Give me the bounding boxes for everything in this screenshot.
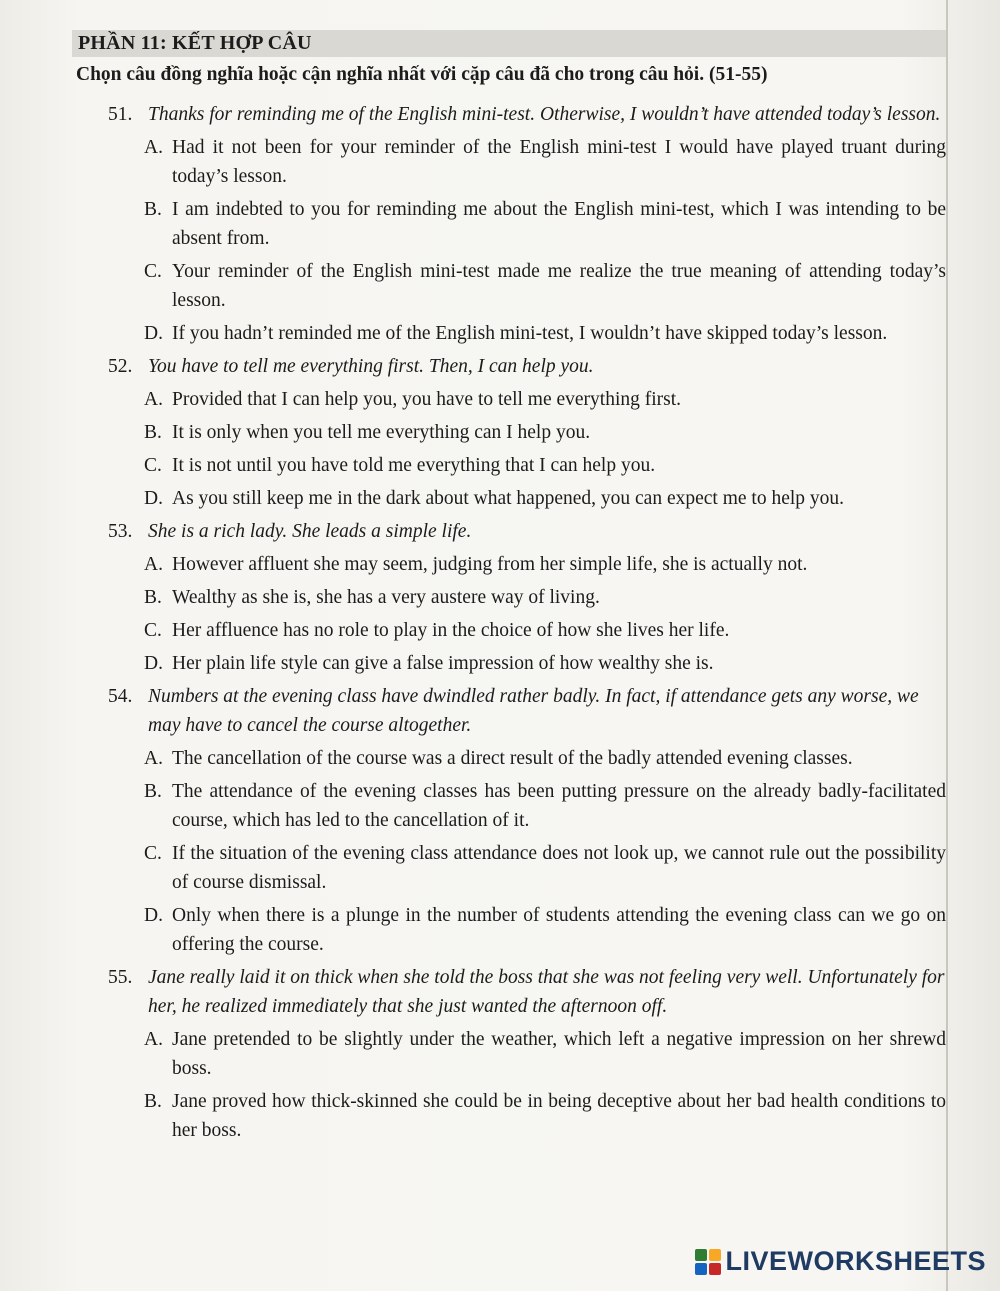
- option-c[interactable]: [144, 451, 946, 480]
- option-b[interactable]: [144, 195, 946, 253]
- option-letter: D.: [144, 653, 163, 674]
- option-text: Your reminder of the English mini-test made me realize the true meaning of attending today’s lesson.: [172, 261, 946, 311]
- option-text: I am indebted to you for reminding me about the English mini-test, which I was intending to be absent from.: [172, 199, 946, 249]
- option-a[interactable]: [144, 744, 946, 773]
- logo-text: LIVEWORKSHEETS: [725, 1246, 986, 1276]
- option-d[interactable]: [144, 484, 946, 513]
- question-53: [108, 517, 946, 678]
- option-d[interactable]: [144, 649, 946, 678]
- option-text: The cancellation of the course was a direct result of the badly attended evening classes.: [172, 748, 853, 769]
- option-letter: D.: [144, 323, 163, 344]
- option-letter: B.: [144, 587, 162, 608]
- option-letter: D.: [144, 488, 163, 509]
- option-letter: A.: [144, 554, 163, 575]
- option-text: As you still keep me in the dark about what happened, you can expect me to help you.: [172, 488, 845, 509]
- option-d[interactable]: [144, 319, 946, 348]
- question-number: 54.: [108, 686, 133, 707]
- option-letter: A.: [144, 389, 163, 410]
- question-number: 52.: [108, 356, 133, 377]
- question-52: [108, 352, 946, 513]
- option-text: It is not until you have told me everything that I can help you.: [172, 455, 656, 476]
- option-c[interactable]: [144, 839, 946, 897]
- option-b[interactable]: [144, 418, 946, 447]
- liveworksheets-logo[interactable]: [695, 1246, 986, 1277]
- option-text: Jane pretended to be slightly under the weather, which left a negative impression on her shrewd boss.: [172, 1029, 946, 1079]
- question-stem: Jane really laid it on thick when she told the boss that she was not feeling very well. Unfortunately for her, he realized immediately that she just wanted the afternoon off.: [148, 967, 945, 1017]
- option-d[interactable]: [144, 901, 946, 959]
- question-54: [108, 682, 946, 959]
- option-text: Wealthy as she is, she has a very austere way of living.: [172, 587, 600, 608]
- question-51: [108, 100, 946, 348]
- section-title: PHẦN 11: KẾT HỢP CÂU: [72, 30, 946, 57]
- option-text: If the situation of the evening class attendance does not look up, we cannot rule out the possibility of course dismissal.: [172, 843, 946, 893]
- option-letter: D.: [144, 905, 163, 926]
- option-c[interactable]: [144, 616, 946, 645]
- option-letter: A.: [144, 137, 163, 158]
- option-text: Her plain life style can give a false impression of how wealthy she is.: [172, 653, 714, 674]
- question-number: 53.: [108, 521, 133, 542]
- instruction-text: Chọn câu đồng nghĩa hoặc cận nghĩa nhất với cặp câu đã cho trong câu hỏi. (51-55): [76, 64, 768, 85]
- question-stem: She is a rich lady. She leads a simple life.: [148, 521, 472, 542]
- liveworksheets-logo-icon: [695, 1249, 721, 1275]
- option-text: Only when there is a plunge in the number of students attending the evening class can we go on offering the course.: [172, 905, 946, 955]
- option-c[interactable]: [144, 257, 946, 315]
- option-letter: C.: [144, 261, 162, 282]
- option-a[interactable]: [144, 550, 946, 579]
- option-text: If you hadn’t reminded me of the English mini-test, I wouldn’t have skipped today’s lesson.: [172, 323, 888, 344]
- option-b[interactable]: [144, 1087, 946, 1145]
- question-stem: Numbers at the evening class have dwindled rather badly. In fact, if attendance gets any worse, we may have to cancel the course altogether.: [148, 686, 919, 736]
- option-letter: B.: [144, 1091, 162, 1112]
- option-text: The attendance of the evening classes has been putting pressure on the already badly-facilitated course, which has led to the cancellation of it.: [172, 781, 946, 831]
- option-text: However affluent she may seem, judging from her simple life, she is actually not.: [172, 554, 808, 575]
- option-a[interactable]: [144, 385, 946, 414]
- option-b[interactable]: [144, 583, 946, 612]
- option-letter: C.: [144, 455, 162, 476]
- option-letter: A.: [144, 748, 163, 769]
- page-edge-shadow: [946, 0, 948, 1291]
- option-letter: C.: [144, 843, 162, 864]
- option-letter: B.: [144, 199, 162, 220]
- option-text: It is only when you tell me everything can I help you.: [172, 422, 591, 443]
- option-a[interactable]: [144, 1025, 946, 1083]
- question-number: 51.: [108, 104, 133, 125]
- question-55: [108, 963, 946, 1145]
- question-number: 55.: [108, 967, 133, 988]
- question-stem: You have to tell me everything first. Then, I can help you.: [148, 356, 594, 377]
- option-letter: C.: [144, 620, 162, 641]
- questions-list: [108, 100, 946, 1149]
- option-text: Had it not been for your reminder of the English mini-test I would have played truant during today’s lesson.: [172, 137, 946, 187]
- option-text: Jane proved how thick-skinned she could be in being deceptive about her bad health conditions to her boss.: [172, 1091, 946, 1141]
- option-a[interactable]: [144, 133, 946, 191]
- option-b[interactable]: [144, 777, 946, 835]
- question-stem: Thanks for reminding me of the English mini-test. Otherwise, I wouldn’t have attended today’s lesson.: [148, 104, 941, 125]
- option-letter: A.: [144, 1029, 163, 1050]
- option-text: Provided that I can help you, you have to tell me everything first.: [172, 389, 682, 410]
- option-letter: B.: [144, 781, 162, 802]
- option-text: Her affluence has no role to play in the choice of how she lives her life.: [172, 620, 730, 641]
- option-letter: B.: [144, 422, 162, 443]
